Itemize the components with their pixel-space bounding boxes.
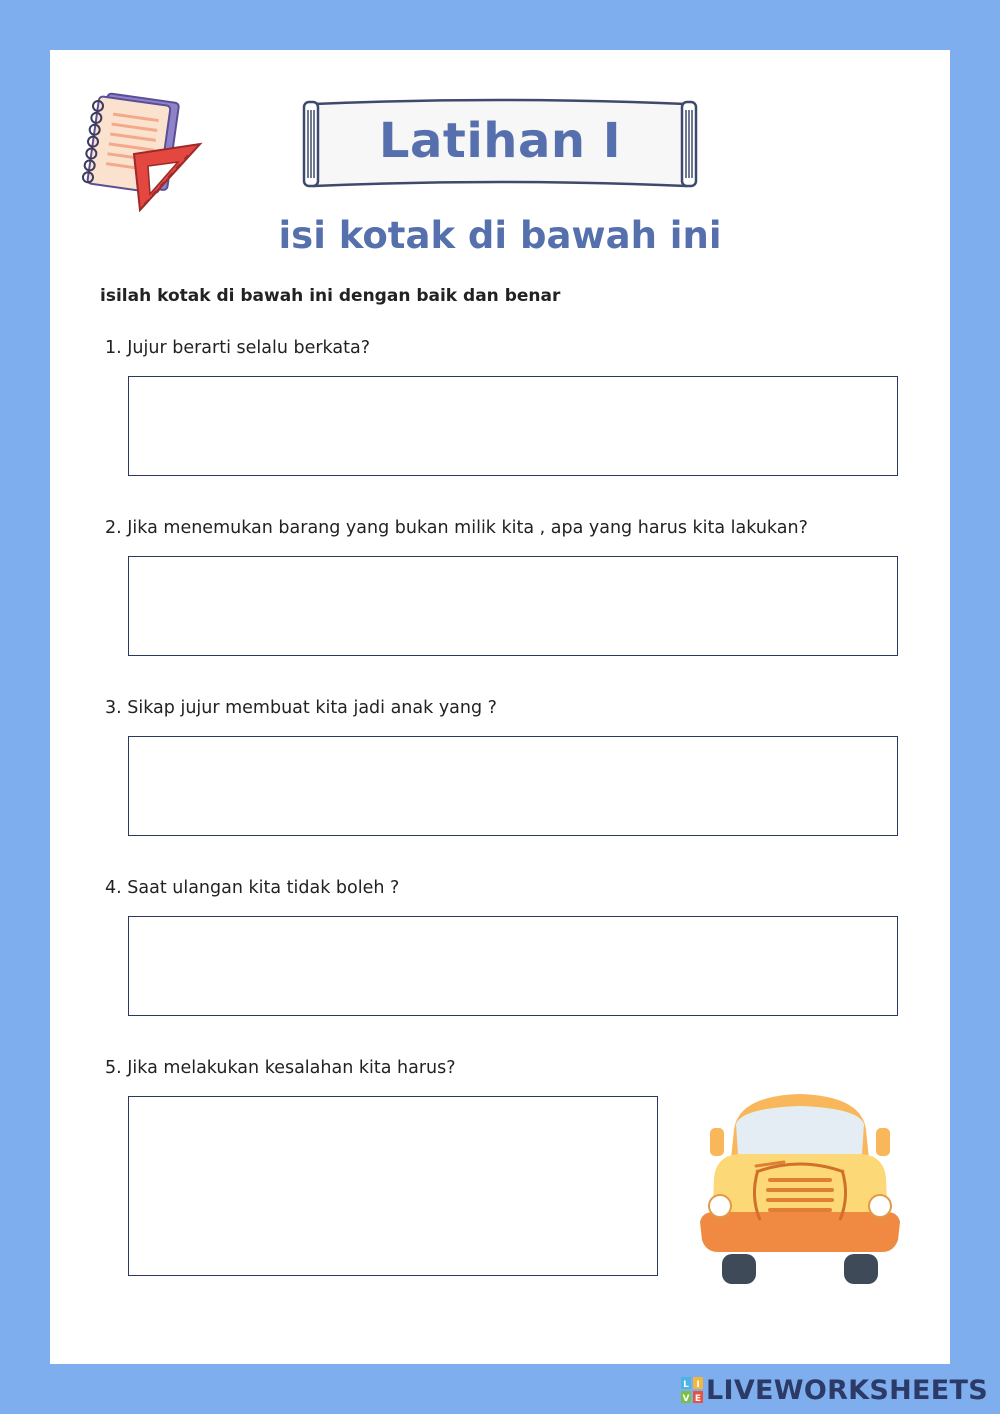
logo-letter-v: V bbox=[682, 1394, 690, 1403]
worksheet-page bbox=[50, 50, 950, 1364]
instruction-text: isilah kotak di bawah ini dengan baik dan benar bbox=[100, 286, 561, 306]
liveworksheets-logo bbox=[681, 1374, 988, 1406]
page-subtitle: isi kotak di bawah ini bbox=[278, 214, 722, 257]
question-2: 2. Jika menemukan barang yang bukan milik kita , apa yang harus kita lakukan? bbox=[105, 518, 808, 538]
answer-box-1[interactable] bbox=[128, 376, 898, 476]
question-1: 1. Jujur berarti selalu berkata? bbox=[105, 338, 370, 358]
logo-letter-l: L bbox=[683, 1380, 689, 1390]
answer-box-2[interactable] bbox=[128, 556, 898, 656]
logo-letter-i: I bbox=[696, 1380, 700, 1390]
answer-box-4[interactable] bbox=[128, 916, 898, 1016]
question-4: 4. Saat ulangan kita tidak boleh ? bbox=[105, 878, 400, 898]
question-3: 3. Sikap jujur membuat kita jadi anak yang ? bbox=[105, 698, 497, 718]
answer-box-5[interactable] bbox=[128, 1096, 658, 1276]
answer-box-3[interactable] bbox=[128, 736, 898, 836]
logo-text: LIVEWORKSHEETS bbox=[705, 1374, 988, 1406]
truck-icon bbox=[698, 1090, 902, 1286]
logo-letter-e: E bbox=[694, 1394, 702, 1403]
page-title: Latihan I bbox=[378, 113, 622, 169]
question-5: 5. Jika melakukan kesalahan kita harus? bbox=[105, 1058, 456, 1078]
notebook-ruler-icon bbox=[78, 92, 204, 214]
liveworksheets-logo-icon bbox=[681, 1377, 703, 1403]
